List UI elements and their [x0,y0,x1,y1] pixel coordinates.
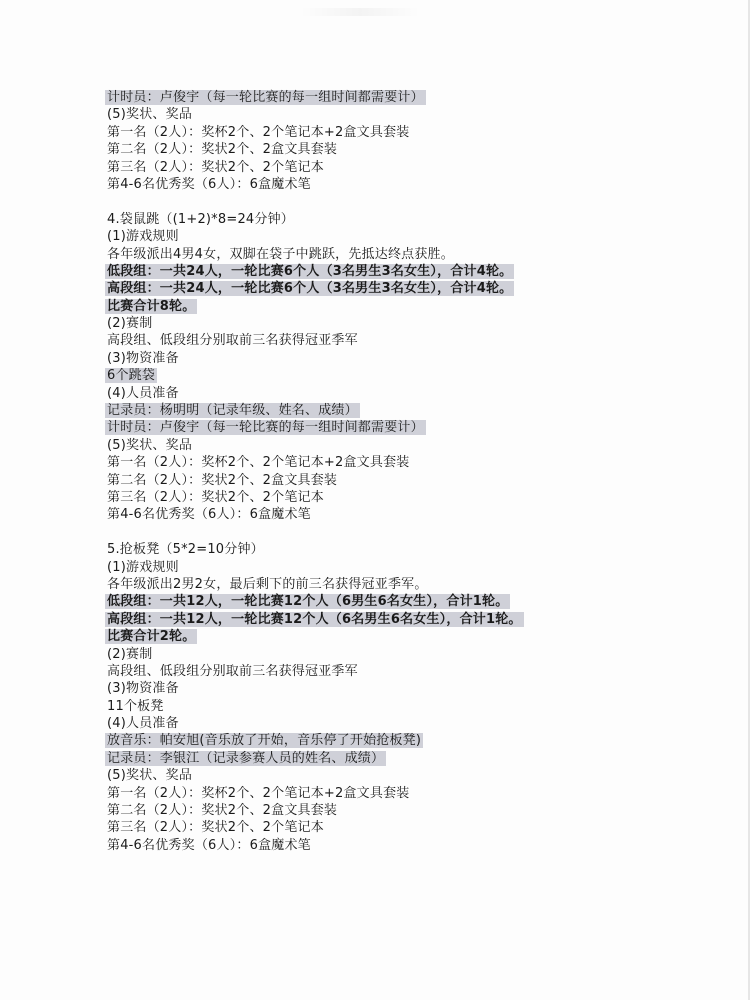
text-line [107,732,667,749]
line-text: 高段组、低段组分别取前三名获得冠亚季军 [107,663,358,679]
line-text: (1)游戏规则 [107,229,179,245]
line-text: 11个板凳 [107,698,164,714]
text-line [107,263,667,280]
line-text: 第一名（2人）：奖杯2个、2个笔记本+2盒文具套装 [107,124,410,140]
line-text: 第二名（2人）：奖状2个、2盒文具套装 [107,472,338,488]
line-text: 高段组、低段组分别取前三名获得冠亚季军 [107,333,358,349]
line-text: 第二名（2人）：奖状2个、2盒文具套装 [107,803,338,819]
highlighted-text: 计时员：卢俊宇（每一轮比赛的每一组时间都需要计） [107,420,424,436]
document-body [107,89,667,854]
line-text: 第4-6名优秀奖（6人）：6盒魔术笔 [107,507,311,523]
line-text: (2)赛制 [107,646,153,662]
text-line [107,680,667,697]
text-line [107,715,667,732]
text-line [107,89,667,106]
text-line [107,228,667,245]
text-line [107,350,667,367]
line-text: 各年级派出4男4女，双脚在袋子中跳跃，先抵达终点获胜。 [107,246,454,262]
line-text: 第二名（2人）：奖状2个、2盒文具套装 [107,142,338,158]
text-line [107,837,667,854]
line-text: (4)人员准备 [107,385,179,401]
text-line [107,106,667,123]
highlighted-text: 放音乐：帕安旭(音乐放了开始，音乐停了开始抢板凳) [107,733,422,749]
blank-line [107,524,667,541]
line-text: 5.抢板凳（5*2=10分钟） [107,542,264,558]
text-line [107,246,667,263]
text-line [107,767,667,784]
text-line [107,646,667,663]
text-line [107,750,667,767]
text-line [107,663,667,680]
text-line [107,298,667,315]
text-line [107,593,667,610]
line-text: (3)物资准备 [107,350,179,366]
text-line [107,472,667,489]
text-line [107,454,667,471]
highlighted-text: 高段组：一共24人，一轮比赛6个人（3名男生3名女生），合计4轮。 [107,281,513,297]
line-text: (1)游戏规则 [107,559,179,575]
highlighted-text: 计时员：卢俊宇（每一轮比赛的每一组时间都需要计） [107,90,424,105]
text-line [107,211,667,228]
highlighted-text: 6个跳袋 [107,368,156,384]
line-text: (5)奖状、奖品 [107,768,193,784]
text-line [107,802,667,819]
line-text: (4)人员准备 [107,716,179,732]
line-text: (5)奖状、奖品 [107,107,193,123]
line-text: 第三名（2人）：奖状2个、2个笔记本 [107,489,324,505]
highlighted-text: 低段组：一共24人，一轮比赛6个人（3名男生3名女生），合计4轮。 [107,263,513,279]
line-text: 第三名（2人）：奖状2个、2个笔记本 [107,820,324,836]
highlighted-text: 高段组：一共12人，一轮比赛12个人（6名男生6名女生），合计1轮。 [107,611,522,627]
text-line [107,437,667,454]
highlighted-text: 记录员：李银江（记录参赛人员的姓名、成绩） [107,750,385,766]
line-text: (5)奖状、奖品 [107,437,193,453]
line-text: (2)赛制 [107,316,153,332]
text-line [107,315,667,332]
text-line [107,332,667,349]
text-line [107,385,667,402]
text-line [107,611,667,628]
text-line [107,367,667,384]
highlighted-text: 比赛合计8轮。 [107,298,196,314]
scan-artifact [300,8,420,16]
text-line [107,141,667,158]
line-text: 第4-6名优秀奖（6人）：6盒魔术笔 [107,837,311,853]
text-line [107,176,667,193]
text-line [107,124,667,141]
line-text: 4.袋鼠跳（(1+2)*8=24分钟） [107,211,294,227]
text-line [107,419,667,436]
text-line [107,628,667,645]
text-line [107,698,667,715]
text-line [107,489,667,506]
text-line [107,280,667,297]
line-text: 各年级派出2男2女，最后剩下的前三名获得冠亚季军。 [107,576,428,592]
line-text: 第4-6名优秀奖（6人）：6盒魔术笔 [107,176,311,192]
line-text: (3)物资准备 [107,681,179,697]
line-text: 第一名（2人）：奖杯2个、2个笔记本+2盒文具套装 [107,785,410,801]
text-line [107,819,667,836]
text-line [107,402,667,419]
text-line [107,559,667,576]
text-line [107,576,667,593]
line-text: 第三名（2人）：奖状2个、2个笔记本 [107,159,324,175]
highlighted-text: 记录员：杨明明（记录年级、姓名、成绩） [107,403,358,419]
highlighted-text: 比赛合计2轮。 [107,629,196,645]
text-line [107,159,667,176]
line-text: 第一名（2人）：奖杯2个、2个笔记本+2盒文具套装 [107,455,410,471]
text-line [107,541,667,558]
highlighted-text: 低段组：一共12人，一轮比赛12个人（6男生6名女生），合计1轮。 [107,594,509,610]
blank-line [107,193,667,210]
text-line [107,785,667,802]
text-line [107,506,667,523]
